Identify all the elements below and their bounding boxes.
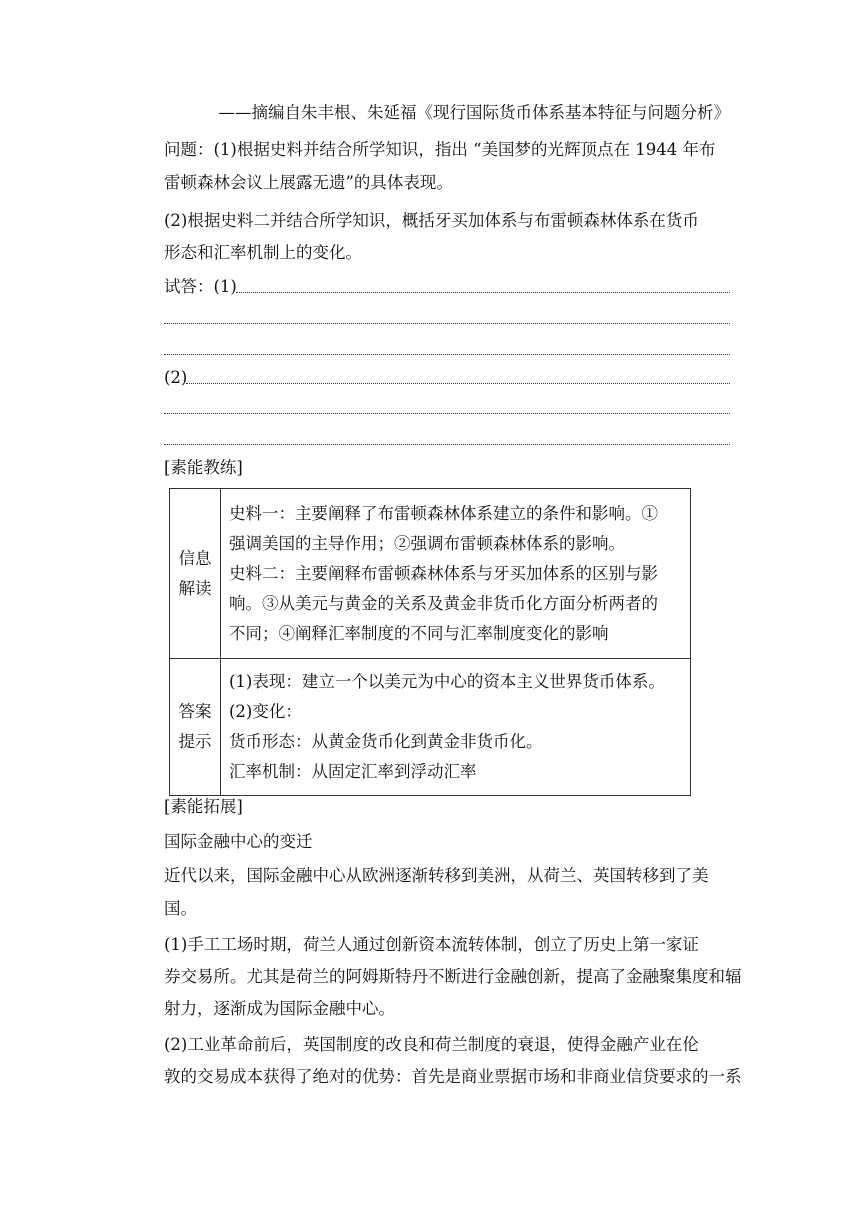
answer-line: 汇率机制：从固定汇率到浮动汇率 <box>229 762 477 781</box>
info-label-line: 解读 <box>178 578 212 598</box>
answer-line: (1)表现：建立一个以美元为中心的资本主义世界货币体系。 <box>229 672 665 691</box>
info-line: 史料二：主要阐释布雷顿森林体系与牙买加体系的区别与影 <box>229 563 658 583</box>
answer-line: 货币形态：从黄金货币化到黄金非货币化。 <box>229 732 543 751</box>
info-content-cell <box>221 489 691 659</box>
paragraph-line: 券交易所。尤其是荷兰的阿姆斯特丹不断进行金融创新，提高了金融聚集度和辐 <box>164 967 742 986</box>
info-line: 史料一：主要阐释了布雷顿森林体系建立的条件和影响。① <box>229 503 658 523</box>
paragraph-line: 射力，逐渐成为国际金融中心。 <box>164 999 395 1018</box>
answer-label-cell <box>170 659 221 796</box>
table-row-info <box>170 489 691 659</box>
answer-blank-1a[interactable] <box>236 292 730 293</box>
answer-blank-1c[interactable] <box>164 354 730 355</box>
info-label-cell <box>170 489 221 659</box>
paragraph-line: 国。 <box>164 899 197 918</box>
paragraph-line: 敦的交易成本获得了绝对的优势：首先是商业票据市场和非商业信贷要求的一系 <box>164 1067 742 1086</box>
info-line: 强调美国的主导作用；②强调布雷顿森林体系的影响。 <box>229 533 625 553</box>
extend-title: 国际金融中心的变迁 <box>164 832 313 851</box>
info-label-line: 信息 <box>178 548 212 568</box>
answer-label-2: (2) <box>164 368 188 387</box>
answer-blank-2b[interactable] <box>164 413 730 414</box>
answer-content-cell <box>221 659 691 796</box>
paragraph-line: (2)工业革命前后，英国制度的改良和荷兰制度的衰退，使得金融产业在伦 <box>164 1035 699 1054</box>
analysis-table <box>169 488 691 796</box>
section-heading-extend: [素能拓展] <box>164 797 243 816</box>
answer-blank-2c[interactable] <box>164 444 730 445</box>
answer-label-line: 答案 <box>178 702 212 721</box>
section-heading-practice: [素能教练] <box>164 458 243 477</box>
answer-line: (2)变化： <box>229 702 302 721</box>
info-line: 不同；④阐释汇率制度的不同与汇率制度变化的影响 <box>229 623 609 643</box>
question-line-2: 雷顿森林会议上展露无遗”的具体表现。 <box>164 173 453 192</box>
source-citation: ——摘编自朱丰根、朱延福《现行国际货币体系基本特征与问题分析》 <box>218 103 730 122</box>
question-line-4: 形态和汇率机制上的变化。 <box>164 243 362 262</box>
info-line: 响。③从美元与黄金的关系及黄金非货币化方面分析两者的 <box>229 593 658 613</box>
answer-blank-1b[interactable] <box>164 323 730 324</box>
paragraph-line: (1)手工工场时期，荷兰人通过创新资本流转体制，创立了历史上第一家证 <box>164 935 699 954</box>
answer-label-line: 提示 <box>178 732 212 751</box>
question-line-3: (2)根据史料二并结合所学知识，概括牙买加体系与布雷顿森林体系在货币 <box>164 211 699 230</box>
question-line-1: 问题：(1)根据史料并结合所学知识，指出 “美国梦的光辉顶点在 1944 年布 <box>164 140 716 159</box>
paragraph-line: 近代以来，国际金融中心从欧洲逐渐转移到美洲，从荷兰、英国转移到了美 <box>164 866 709 885</box>
table-row-answer <box>170 659 691 796</box>
answer-label-1: 试答：(1) <box>164 277 237 296</box>
answer-blank-2a[interactable] <box>186 383 730 384</box>
